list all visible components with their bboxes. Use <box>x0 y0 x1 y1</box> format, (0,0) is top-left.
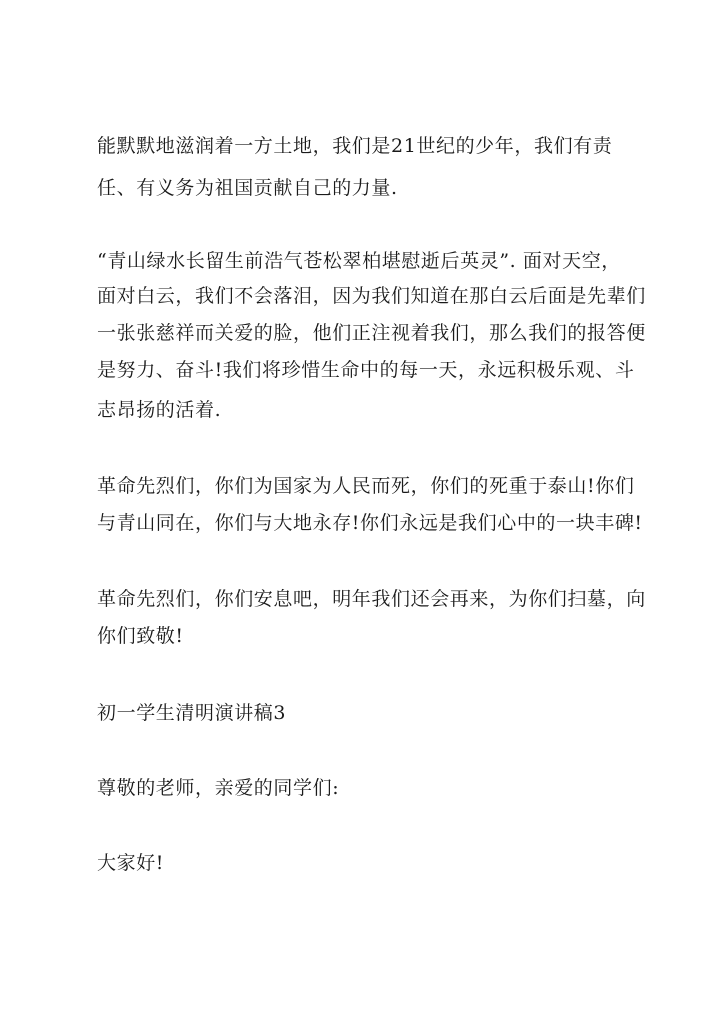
paragraph-4-line-2: 你们致敬! <box>97 625 184 647</box>
paragraph-2-line-3: 一张张慈祥而关爱的脸，他们正注视着我们，那么我们的报答便 <box>97 322 646 344</box>
paragraph-3-line-1: 革命先烈们，你们为国家为人民而死，你们的死重于泰山!你们 <box>97 475 635 497</box>
paragraph-2-line-1: “青山绿水长留生前浩气苍松翠柏堪慰逝后英灵”. 面对天空， <box>97 250 621 272</box>
paragraph-1-line-1: 能默默地滋润着一方土地，我们是21世纪的少年，我们有责 <box>97 135 613 157</box>
paragraph-1-line-2: 任、有义务为祖国贡献自己的力量. <box>97 177 398 199</box>
paragraph-2-line-4: 是努力、奋斗!我们将珍惜生命中的每一天，永远积极乐观、斗 <box>97 359 635 381</box>
paragraph-2-line-5: 志昂扬的活着. <box>97 399 222 421</box>
section-heading: 初一学生清明演讲稿3 <box>97 702 287 724</box>
greeting: 大家好! <box>97 852 165 874</box>
paragraph-3-line-2: 与青山同在，你们与大地永存!你们永远是我们心中的一块丰碑! <box>97 512 643 534</box>
salutation: 尊敬的老师，亲爱的同学们: <box>97 777 340 799</box>
paragraph-4-line-1: 革命先烈们，你们安息吧，明年我们还会再来，为你们扫墓，向 <box>97 588 646 610</box>
paragraph-2-line-2: 面对白云，我们不会落泪，因为我们知道在那白云后面是先辈们 <box>97 285 646 307</box>
